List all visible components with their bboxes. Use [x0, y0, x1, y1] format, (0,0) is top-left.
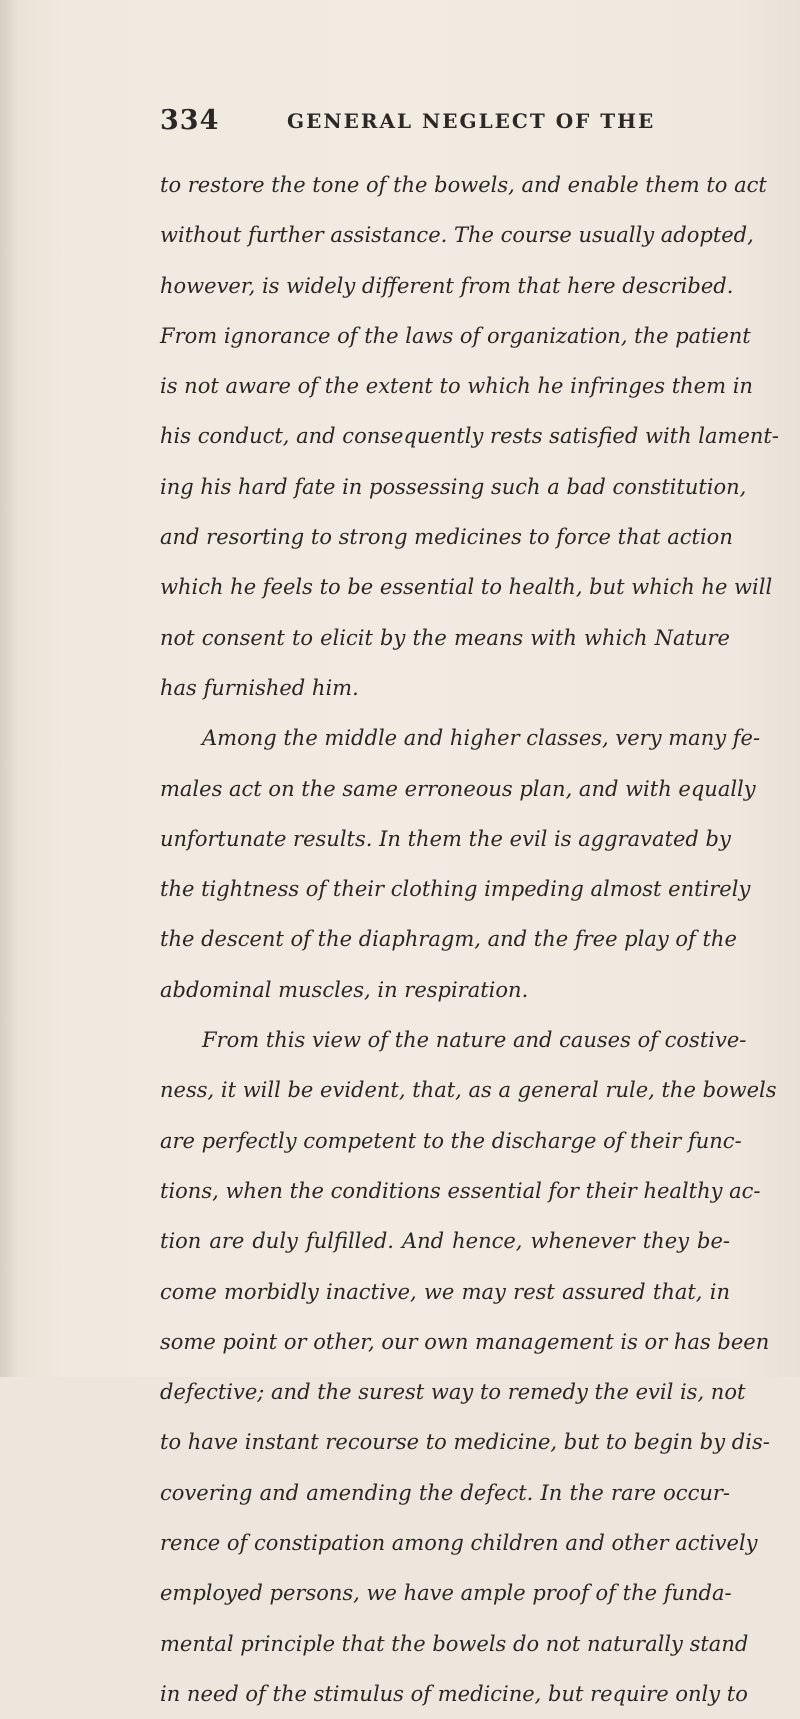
text-line: come morbidly inactive, we may rest assured that, in	[160, 1279, 730, 1304]
paragraph-start-line: Among the middle and higher classes, very many fe-	[202, 726, 761, 751]
text-line: ness, it will be evident, that, as a general rule, the bowels	[160, 1078, 777, 1103]
text-line: some point or other, our own management is or has been	[160, 1329, 770, 1354]
text-line: covering and amending the defect. In the rare occur-	[160, 1480, 730, 1505]
text-line: to have instant recourse to medicine, but to begin by dis-	[160, 1430, 770, 1455]
text-line: are perfectly competent to the discharge of their func-	[160, 1128, 742, 1153]
text-line: the descent of the diaphragm, and the free play of the	[160, 927, 737, 952]
text-line: From ignorance of the laws of organization, the patient	[160, 323, 751, 348]
text-line: defective; and the surest way to remedy the evil is, not	[160, 1380, 746, 1405]
body-text	[160, 160, 779, 1719]
text-line: tion are duly fulfilled. And hence, whenever they be-	[160, 1229, 730, 1254]
text-line: and resorting to strong medicines to force that action	[160, 525, 733, 550]
paragraph-start-line: From this view of the nature and causes of costive-	[202, 1028, 747, 1053]
page-header	[160, 105, 720, 139]
text-line: tions, when the conditions essential for their healthy ac-	[160, 1178, 761, 1203]
text-line: the tightness of their clothing impeding almost entirely	[160, 877, 751, 902]
text-line: which he feels to be essential to health, but which he will	[160, 575, 773, 600]
text-line: not consent to elicit by the means with which Nature	[160, 625, 730, 650]
paragraph-end-line: has furnished him.	[160, 675, 359, 700]
text-line: is not aware of the extent to which he infringes them in	[160, 374, 753, 399]
text-line: unfortunate results. In them the evil is aggravated by	[160, 826, 731, 851]
text-line: males act on the same erroneous plan, and with equally	[160, 776, 756, 801]
text-line: rence of constipation among children and other actively	[160, 1531, 758, 1556]
page-edge-shadow	[0, 0, 18, 1377]
running-head: GENERAL NEGLECT OF THE	[287, 109, 656, 133]
text-line: ing his hard fate in possessing such a bad constitution,	[160, 474, 747, 499]
text-line: employed persons, we have ample proof of the funda-	[160, 1581, 732, 1606]
text-line: mental principle that the bowels do not naturally stand	[160, 1631, 749, 1656]
text-line: without further assistance. The course usually adopted,	[160, 223, 754, 248]
text-line: in need of the stimulus of medicine, but require only to	[160, 1681, 748, 1706]
page-number: 334	[160, 105, 220, 136]
text-line: to restore the tone of the bowels, and enable them to act	[160, 173, 767, 197]
paragraph-end-line: abdominal muscles, in respiration.	[160, 977, 529, 1002]
text-line: his conduct, and consequently rests satisfied with lament-	[160, 424, 779, 449]
text-line: however, is widely different from that here described.	[160, 273, 734, 298]
